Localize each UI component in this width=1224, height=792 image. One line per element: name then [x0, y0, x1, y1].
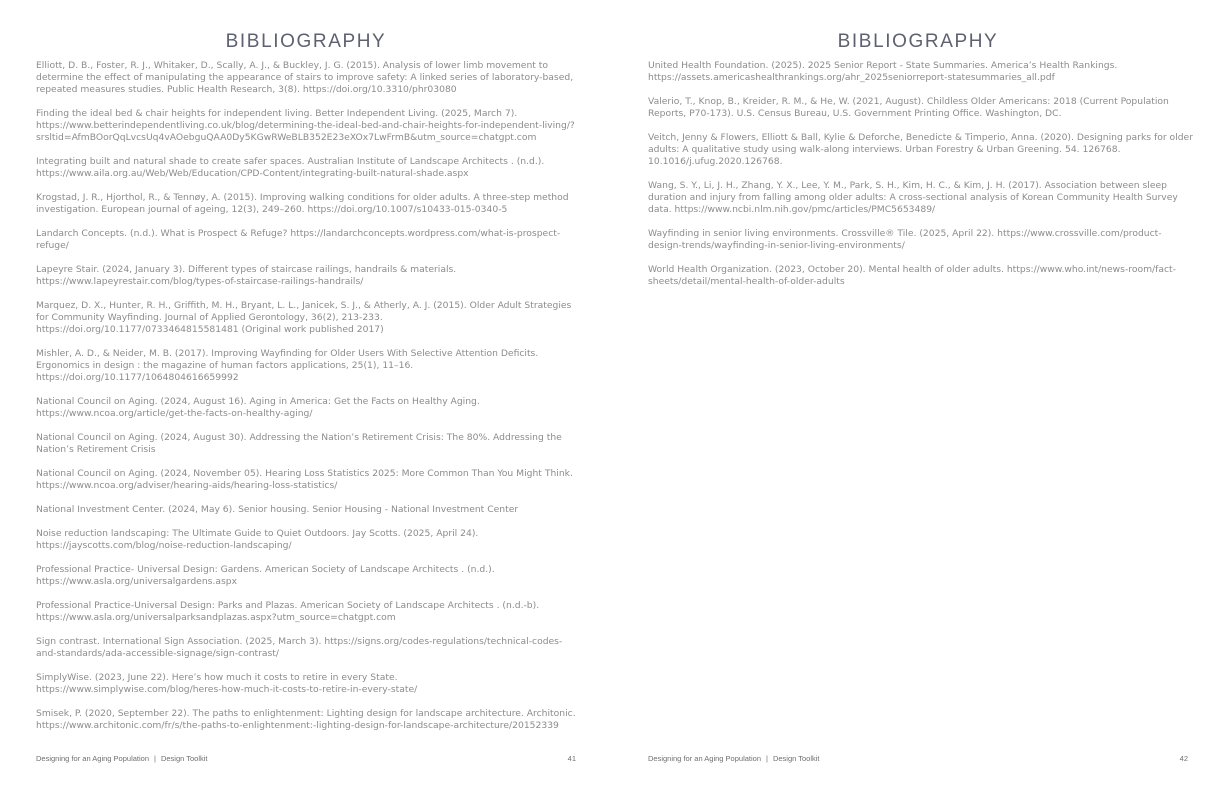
- reference-item: World Health Organization. (2023, October 20). Mental health of older adults. https://www.who.int/news-room/fact-sheets/detail/mental-health-of-older-adults: [648, 264, 1176, 287]
- reference-item: Professional Practice-Universal Design: Parks and Plazas. American Society of Landscape Architects . (n.d.-b). https://www.asla.org/universalparksandplazas.aspx?utm_source=chatgpt.com: [36, 600, 540, 623]
- reference-item: Wang, S. Y., Li, J. H., Zhang, Y. X., Lee, Y. M., Park, S. H., Kim, H. C., & Kim, J. H. (2017). Association between sleep duration and injury from falling among older adults: A cross-sectional analysis of Korean Community Health Survey data. https://www.ncbi.nlm.nih.gov/pmc/articles/PMC5653489/: [648, 180, 1178, 215]
- reference-item: Veitch, Jenny & Flowers, Elliott & Ball, Kylie & Deforche, Benedicte & Timperio, Anna. (2020). Designing parks for older adults: A qualitative study using walk-along interviews. Urban Forestry & Urban Greening. 54. 126768. 10.1016/j.ufug.2020.126768.: [648, 132, 1193, 167]
- page-number: 42: [1179, 754, 1188, 763]
- footer-doc-title: Designing for an Aging Population: [36, 754, 149, 763]
- footer-separator: |: [154, 754, 156, 763]
- reference-list: [36, 60, 581, 744]
- reference-item: United Health Foundation. (2025). 2025 Senior Report - State Summaries. America’s Health Rankings. https://assets.americashealthrankings.org/ahr_2025seniorreport-statesummaries_all.pdf: [648, 60, 1118, 83]
- reference-item: Professional Practice- Universal Design: Gardens. American Society of Landscape Architects . (n.d.). https://www.asla.org/universalgardens.aspx: [36, 564, 495, 587]
- reference-item: Mishler, A. D., & Neider, M. B. (2017). Improving Wayfinding for Older Users With Selective Attention Deficits. Ergonomics in design : the magazine of human factors applications, 25(1), 11–16. https://doi.org/10.1177/1064804616659992: [36, 348, 539, 383]
- reference-item: National Council on Aging. (2024, August 30). Addressing the Nation’s Retirement Crisis: The 80%. Addressing the Nation’s Retirement Crisis: [36, 432, 562, 455]
- reference-item: Marquez, D. X., Hunter, R. H., Griffith, M. H., Bryant, L. L., Janicek, S. J., & Atherly, A. J. (2015). Older Adult Strategies for Community Wayfinding. Journal of Applied Gerontology, 36(2), 213-233. https://doi.org/10.1177/0733464815581481 (Original work published 2017): [36, 300, 572, 335]
- footer-separator: |: [766, 754, 768, 763]
- page-footer: [648, 754, 1188, 763]
- reference-item: Integrating built and natural shade to create safer spaces. Australian Institute of Landscape Architects . (n.d.). https://www.aila.org.au/Web/Web/Education/CPD-Content/integrating-built-natural-shade.aspx: [36, 156, 545, 179]
- reference-item: Noise reduction landscaping: The Ultimate Guide to Quiet Outdoors. Jay Scotts. (2025, April 24). https://jayscotts.com/blog/noise-reduction-landscaping/: [36, 528, 479, 551]
- page-title: BIBLIOGRAPHY: [837, 31, 999, 52]
- reference-item: Sign contrast. International Sign Association. (2025, March 3). https://signs.org/codes-regulations/technical-codes-and-standards/ada-accessible-signage/sign-contrast/: [36, 636, 563, 659]
- reference-item: Smisek, P. (2020, September 22). The paths to enlightenment: Lighting design for landscape architecture. Architonic. https://www.architonic.com/fr/s/the-paths-to-enlightenment:-lighting-design-for-landscape-architecture/20152339: [36, 708, 576, 731]
- page-footer: [36, 754, 576, 763]
- reference-item: Finding the ideal bed & chair heights for independent living. Better Independent Living. (2025, March 7). https://www.betterindependentliving.co.uk/blog/determining-the-ideal-bed-and-chair-heights-for-independent-living/?srsltid=AfmBOorQqLvcsUq4vAOebguQAA0Dy5KGwRWeBLB352E23eXOx7LwFrmB&utm_source=chatgpt.com: [36, 108, 575, 143]
- reference-item: National Council on Aging. (2024, November 05). Hearing Loss Statistics 2025: More Common Than You Might Think. https://www.ncoa.org/adviser/hearing-aids/hearing-loss-statistics/: [36, 468, 573, 491]
- reference-list: [648, 60, 1193, 300]
- reference-item: Landarch Concepts. (n.d.). What is Prospect & Refuge? https://landarchconcepts.wordpress.com/what-is-prospect-refuge/: [36, 228, 561, 251]
- page-number: 41: [567, 754, 576, 763]
- reference-item: Wayfinding in senior living environments. Crossville® Tile. (2025, April 22). https://www.crossville.com/product-design-trends/wayfinding-in-senior-living-environments/: [648, 228, 1162, 251]
- reference-item: Elliott, D. B., Foster, R. J., Whitaker, D., Scally, A. J., & Buckley, J. G. (2015). Analysis of lower limb movement to determine the effect of manipulating the appearance of stairs to improve safety: A linked series of laboratory-based, repeated measures studies. Public Health Research, 3(8). https://doi.org/10.3310/phr03080: [36, 60, 574, 95]
- page-right: [612, 0, 1224, 792]
- reference-item: SimplyWise. (2023, June 22). Here’s how much it costs to retire in every State. https://www.simplywise.com/blog/heres-how-much-it-costs-to-retire-in-every-state/: [36, 672, 418, 695]
- reference-item: National Council on Aging. (2024, August 16). Aging in America: Get the Facts on Healthy Aging. https://www.ncoa.org/article/get-the-facts-on-healthy-aging/: [36, 396, 480, 419]
- reference-item: Lapeyre Stair. (2024, January 3). Different types of staircase railings, handrails & materials. https://www.lapeyrestair.com/blog/types-of-staircase-railings-handrails/: [36, 264, 457, 287]
- page-title: BIBLIOGRAPHY: [225, 31, 387, 52]
- reference-item: Valerio, T., Knop, B., Kreider, R. M., & He, W. (2021, August). Childless Older Americans: 2018 (Current Population Reports, P70-173). U.S. Census Bureau, U.S. Government Printing Office. Washington, DC.: [648, 96, 1169, 119]
- reference-item: National Investment Center. (2024, May 6). Senior housing. Senior Housing - National Investment Center: [36, 504, 519, 515]
- footer-doc-title: Designing for an Aging Population: [648, 754, 761, 763]
- footer-section: Design Toolkit: [772, 754, 820, 763]
- reference-item: Krogstad, J. R., Hjorthol, R., & Tennøy, A. (2015). Improving walking conditions for older adults. A three-step method investigation. European journal of ageing, 12(3), 249–260. https://doi.org/10.1007/s10433-015-0340-5: [36, 192, 569, 215]
- footer-section: Design Toolkit: [160, 754, 208, 763]
